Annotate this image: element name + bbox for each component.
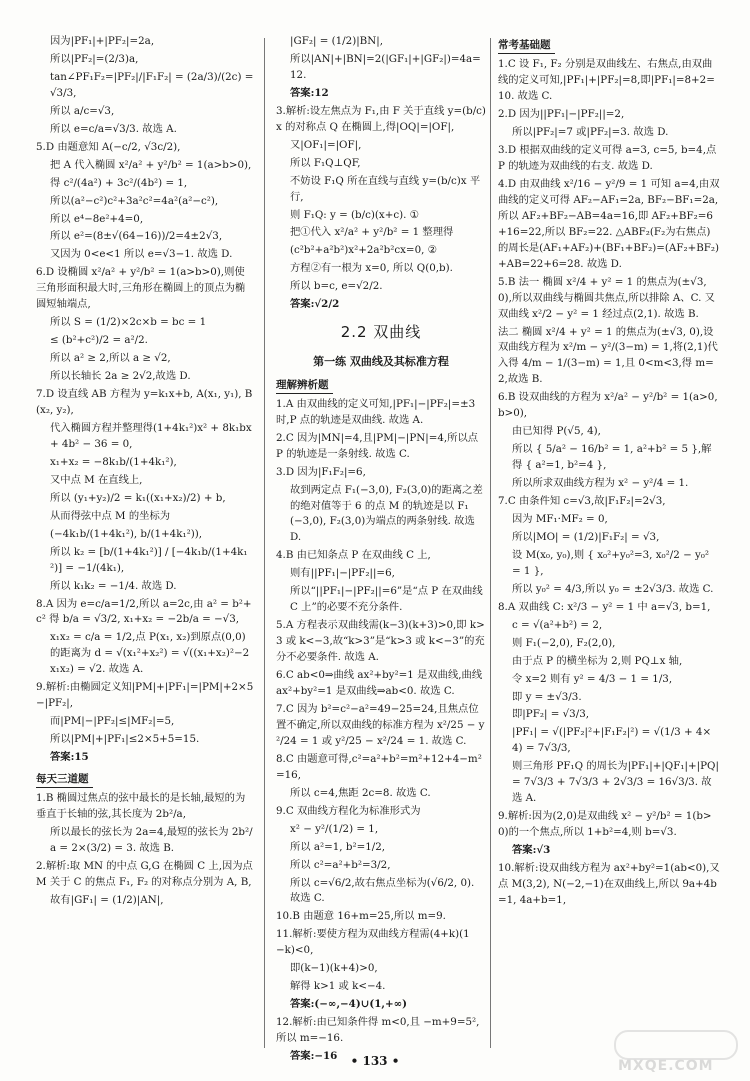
solution-line: 代入椭圆方程并整理得(1+4k₁²)x² + 8k₁bx + 4b² − 36 = 0, xyxy=(50,421,252,450)
solution-line: 9.C 双曲线方程化为标准形式为 xyxy=(276,804,421,817)
solution-line: 5.B 法一 椭圆 x²/4 + y² = 1 的焦点为(±√3, 0),所以双曲线与椭圆共焦点,所以排除 A、C. 又双曲线 x²/2 − y² = 1 经过点(2,1). 故选 B. xyxy=(498,275,715,320)
section-title: 2.2 双曲线 xyxy=(340,323,422,342)
watermark-logo xyxy=(610,1030,740,1078)
solution-line: 所以 c=4,焦距 2c=8. 故选 C. xyxy=(290,786,431,799)
solution-line: x₁x₂ = c/a = 1/2,点 P(x₁, x₂)到原点(0,0)的距离为 d = √(x₁²+x₂²) = √((x₁+x₂)²−2x₁x₂) = √2. 故选 A. xyxy=(50,631,250,676)
solution-line: 所以 a/c=√3, xyxy=(50,104,115,117)
solution-line: 则有||PF₁|−|PF₂||=6, xyxy=(290,567,395,580)
solution-line: 解得 k>1 或 k<−4. xyxy=(290,980,386,993)
solution-line: 5.A 方程表示双曲线需(k−3)(k+3)>0,即 k>3 或 k<−3,故“k>3”是“k>3 或 k<−3”的充分不必要条件. 故选 A. xyxy=(276,619,485,664)
solution-line: x² − y²/(1/2) = 1, xyxy=(290,822,379,835)
column-divider-left xyxy=(264,38,265,1048)
solution-line: 2.D 因为||PF₁|−|PF₂||=2, xyxy=(498,108,625,121)
solution-line: 又因为 0<e<1 所以 e=√3−1. 故选 D. xyxy=(50,248,233,261)
solutions-block-daily xyxy=(36,791,254,909)
solution-line: 10.解析:设双曲线方程为 ax²+by²=1(ab<0),又点 M(3,2), N(−2,−1)在双曲线上,所以 9a+4b=1, 4a+b=1, xyxy=(498,862,720,906)
solution-line: 6.D 设椭圆 x²/a² + y²/b² = 1(a>b>0),则使三角形面积最大时,三角形在椭圆上的顶点为椭圆短轴端点, xyxy=(36,266,246,311)
solution-line: 8.C 由题意可得,c²=a²+b²=m²+12+4−m²=16, xyxy=(276,752,482,781)
solution-line: 4.D 由双曲线 x²/16 − y²/9 = 1 可知 a=4,由双曲线的定义可得 AF₂−AF₁=2a, BF₂−BF₁=2a,所以 AF₂+BF₂−AB=4a=16,即 AF₂+BF₂=6+16=22,所以 BF₂=22. △ABF₂(F₂为右焦点)的周长是(AF₁+AF₂)+(BF₁+BF₂)=(AF₂+BF₂)+AB=22+6=28. 故选 D. xyxy=(498,177,720,270)
solution-line: 又中点 M 在直线上, xyxy=(50,473,143,486)
column-divider-right xyxy=(490,38,491,1048)
solution-line: 1.A 由双曲线的定义可知,|PF₁|−|PF₂|=±3 时,P 点的轨迹是双曲线. 故选 A. xyxy=(276,397,476,426)
section-header-basic: 常考基础题 xyxy=(498,37,555,54)
solution-line: 所以 k₁k₂ = −1/4. 故选 D. xyxy=(50,579,177,592)
solution-line: 3.解析:设左焦点为 F₁,由 F 关于直线 y=(b/c)x 的对称点 Q 在椭圆上,得|OQ|=|OF|, xyxy=(276,104,486,133)
solution-line: 4.B 由已知条点 P 在双曲线 C 上, xyxy=(276,549,431,562)
solution-line: 答案:(−∞,−4)∪(1,+∞) xyxy=(290,998,408,1011)
solution-line: 又|OF₁|=|OF|, xyxy=(290,138,362,151)
solution-line: 答案:−16 xyxy=(290,1050,338,1063)
solution-line: 即(k−1)(k+4)>0, xyxy=(290,962,378,975)
solution-line: 则三角形 PF₁Q 的周长为|PF₁|+|QF₁|+|PQ| = 7√3/3 + 7√3/3 + 2√3/3 = 16√3/3. 故选 A. xyxy=(512,760,719,805)
solution-line: 1.C 设 F₁, F₂ 分别是双曲线左、右焦点,由双曲线的定义可知,|PF₁|+|PF₂|=8,即|PF₁|=8+2=10. 故选 C. xyxy=(498,58,715,103)
solution-line: 所以 a²=1, b²=1/2, xyxy=(290,840,386,853)
solution-line: 1.B 椭圆过焦点的弦中最长的是长轴,最短的为垂直于长轴的弦,其长度为 2b²/a, xyxy=(36,792,246,821)
solution-line: 所以 k₂ = [b/(1+4k₁²)] / [−4k₁b/(1+4k₁²)] = −1/(4k₁), xyxy=(50,545,248,574)
solution-line: (−4k₁b/(1+4k₁²), b/(1+4k₁²)), xyxy=(50,527,203,540)
solutions-block-ellipse xyxy=(36,34,254,766)
solution-line: 12.解析:由已知条件得 m<0,且 −m+9=5²,所以 m=−16. xyxy=(276,1016,480,1045)
solution-line: 所以 (y₁+y₂)/2 = k₁((x₁+x₂)/2) + b, xyxy=(50,491,226,504)
solution-line: c = √(a²+b²) = 2, xyxy=(512,618,603,631)
solution-line: 设 M(x₀, y₀),则 { x₀²+y₀²=3, x₀²/2 − y₀² = 1 }, xyxy=(512,548,710,577)
solution-line: 7.D 设直线 AB 方程为 y=k₁x+b, A(x₁, y₁), B(x₂, y₂), xyxy=(36,388,253,417)
section-header-understanding: 理解辨析题 xyxy=(276,377,333,394)
solution-line: 则 F₁Q: y = (b/c)(x+c). ① xyxy=(290,208,419,221)
solution-line: 所以 y₀² = 4/3,所以 y₀ = ±2√3/3. 故选 C. xyxy=(512,582,714,595)
solution-line: 答案:15 xyxy=(50,751,89,764)
subsection-title: 第一练 双曲线及其标准方程 xyxy=(313,354,449,368)
solution-line: 5.D 由题意知 A(−c/2, √3c/2), xyxy=(36,140,181,153)
solutions-block-basic xyxy=(498,57,720,909)
solution-line: 所以最长的弦长为 2a=4,最短的弦长为 2b²/a = 2×(3/2) = 3. 故选 B. xyxy=(50,826,253,855)
solution-line: 由已知得 P(√5, 4), xyxy=(512,425,601,438)
solution-line: 由于点 P 的横坐标为 2,则 PQ⊥x 轴, xyxy=(512,654,683,667)
solution-line: |PF₁| = √(|PF₂|²+|F₁F₂|²) = √(1/3 + 4×4) = 7√3/3, xyxy=(512,726,712,755)
solution-line: 2.解析:取 MN 的中点 G,G 在椭圆 C 上,因为点 M 关于 C 的焦点 F₁, F₂ 的对称点分别为 A, B, xyxy=(36,860,253,889)
solution-line: 所以 e²=(8±√(64−16))/2=4±2√3, xyxy=(50,230,223,243)
solution-line: 所以 F₁Q⊥QF, xyxy=(290,156,361,169)
solution-line: 所以 c=√6/2,故右焦点坐标为(√6/2, 0). 故选 C. xyxy=(290,876,475,905)
solution-line: 答案:12 xyxy=(290,86,329,99)
solution-line: 6.C ab<0⇒曲线 ax²+by²=1 是双曲线,曲线 ax²+by²=1 是双曲线⇒ab<0. 故选 C. xyxy=(276,669,483,698)
solution-line: 故到两定点 F₁(−3,0), F₂(3,0)的距离之差的绝对值等于 6 的点 M 的轨迹是以 F₁(−3,0), F₂(3,0)为端点的两条射线. 故选 D. xyxy=(290,483,483,544)
solution-line: 所以 c²=a²+b²=3/2, xyxy=(290,858,391,871)
solution-line: 不妨设 F₁Q 所在直线与直线 y=(b/c)x 平行, xyxy=(290,174,481,203)
solution-line: 所以(a²−c²)c²+3a²c²=4a²(a²−c²), xyxy=(50,194,219,207)
solution-line: 所以 S = (1/2)×2c×b = bc = 1 xyxy=(50,316,207,329)
solution-line: 即|PF₂| = √3/3, xyxy=(512,708,590,721)
solution-line: 所以|MO| = (1/2)|F₁F₂| = √3, xyxy=(512,530,660,543)
answer-column-2 xyxy=(276,34,486,1067)
solution-line: 所以 { 5/a² − 16/b² = 1, a²+b² = 5 },解得 { a²=1, b²=4 }, xyxy=(512,443,712,472)
solution-line: 所以|AN|+|BN|=2(|GF₁|+|GF₂|)=4a=12. xyxy=(290,52,481,81)
solution-line: 3.D 根据双曲线的定义可得 a=3, c=5, b=4,点 P 的轨迹为双曲线的右支. 故选 D. xyxy=(498,144,717,172)
solution-line: ≤ (b²+c²)/2 = a²/2. xyxy=(50,334,148,347)
solution-line: 得 c²/(4a²) + 3c²/(4b²) = 1, xyxy=(50,176,188,189)
solution-line: 所以 e=c/a=√3/3. 故选 A. xyxy=(50,122,177,135)
solution-line: |GF₂| = (1/2)|BN|, xyxy=(290,35,384,47)
solution-line: 故有|GF₁| = (1/2)|AN|, xyxy=(50,894,164,907)
solutions-block-hyperbola xyxy=(276,397,486,1065)
solution-line: 10.B 由题意 16+m=25,所以 m=9. xyxy=(276,910,446,923)
solutions-block-ellipse-cont xyxy=(276,34,486,313)
solution-line: 因为|PF₁|+|PF₂|=2a, xyxy=(50,35,155,47)
section-header-daily-three: 每天三道题 xyxy=(36,771,93,788)
solution-line: 8.A 双曲线 C: x²/3 − y² = 1 中 a=√3, b=1, xyxy=(498,600,711,613)
solution-line: 所以|PF₂|=7 或|PF₂|=3. 故选 D. xyxy=(512,126,669,139)
solution-line: (c²b²+a²b²)x²+2a²b²cx=0, ② xyxy=(290,244,437,257)
solution-line: 把①代入 x²/a² + y²/b² = 1 整理得 xyxy=(290,226,454,239)
solution-line: 令 x=2 则有 y² = 4/3 − 1 = 1/3, xyxy=(512,672,673,685)
solution-line: 因为 MF₁·MF₂ = 0, xyxy=(512,513,608,525)
answer-column-1 xyxy=(36,34,254,911)
solution-line: 2.C 因为|MN|=4,且|PM|−|PN|=4,所以点 P 的轨迹是一条射线. 故选 C. xyxy=(276,431,479,460)
solution-line: 6.B 设双曲线的方程为 x²/a² − y²/b² = 1(a>0, b>0), xyxy=(498,391,718,420)
answer-column-3 xyxy=(498,34,720,911)
solution-line: x₁+x₂ = −8k₁b/(1+4k₁²), xyxy=(50,455,177,468)
solution-line: 所以|PF₂|=(2/3)a, xyxy=(50,52,139,65)
solution-line: 所以“||PF₁|−|PF₂||=6”是“点 P 在双曲线 C 上”的必要不充分条件. xyxy=(290,585,483,614)
solution-line: 9.解析:由椭圆定义知|PM|+|PF₁|=|PM|+2×5−|PF₂|, xyxy=(36,681,254,710)
solution-line: 答案:√2/2 xyxy=(290,298,340,311)
solution-line: 法二 椭圆 x²/4 + y² = 1 的焦点为(±√3, 0),设双曲线方程为 x²/m − y²/(3−m) = 1,将(2,1)代入得 4/m − 1/(3−m) = 1,且 0<m<3,得 m=2,故选 B. xyxy=(498,325,718,386)
solution-line: 所以所求双曲线方程为 x² − y²/4 = 1. xyxy=(512,477,689,490)
solution-line: 7.C 由条件知 c=√3,故|F₁F₂|=2√3, xyxy=(498,495,666,508)
solution-line: 即 y = ±√3/3. xyxy=(512,690,582,703)
solution-line: 11.解析:要使方程为双曲线方程需(4+k)(1−k)<0, xyxy=(276,928,470,957)
solution-line: 8.A 因为 e=c/a=1/2,所以 a=2c,由 a² = b²+c² 得 b/a = √3/2, x₁+x₂ = −2b/a = −√3, xyxy=(36,597,252,626)
page-number: • 133 • xyxy=(350,1054,400,1068)
solution-line: 3.D 因为|F₁F₂|=6, xyxy=(276,465,366,478)
watermark-text: MXQE.COM xyxy=(618,1058,714,1074)
solution-line: 所以长轴长 2a ≥ 2√2,故选 D. xyxy=(50,370,191,383)
solution-line: 所以|PM|+|PF₁|≤2×5+5=15. xyxy=(50,733,200,746)
solution-line: 从而得弦中点 M 的坐标为 xyxy=(50,509,171,522)
solution-line: 7.C 因为 b²=c²−a²=49−25=24,且焦点位置不确定,所以双曲线的标准方程为 x²/25 − y²/24 = 1 或 y²/25 − x²/24 = 1. 故选 C. xyxy=(276,702,485,747)
solution-line: 所以 e⁴−8e²+4=0, xyxy=(50,212,144,225)
solution-line: 所以 a² ≥ 2,所以 a ≥ √2, xyxy=(50,352,171,365)
solution-line: 把 A 代入椭圆 x²/a² + y²/b² = 1(a>b>0), xyxy=(50,158,252,171)
solution-line: 所以 b=c, e=√2/2. xyxy=(290,280,383,293)
solution-line: tan∠PF₁F₂=|PF₂|/|F₁F₂| = (2a/3)/(2c) = √3/3, xyxy=(50,70,254,99)
solution-line: 答案:√3 xyxy=(512,844,551,857)
solution-line: 方程②有一根为 x=0, 所以 Q(0,b). xyxy=(290,262,453,275)
solution-line: 9.解析:因为(2,0)是双曲线 x² − y²/b² = 1(b>0)的一个焦点,所以 1+b²=4,则 b=√3. xyxy=(498,810,712,839)
solution-line: 则 F₁(−2,0), F₂(2,0), xyxy=(512,636,616,649)
solution-line: 而|PM|−|PF₂|≤|MF₂|=5, xyxy=(50,715,175,728)
